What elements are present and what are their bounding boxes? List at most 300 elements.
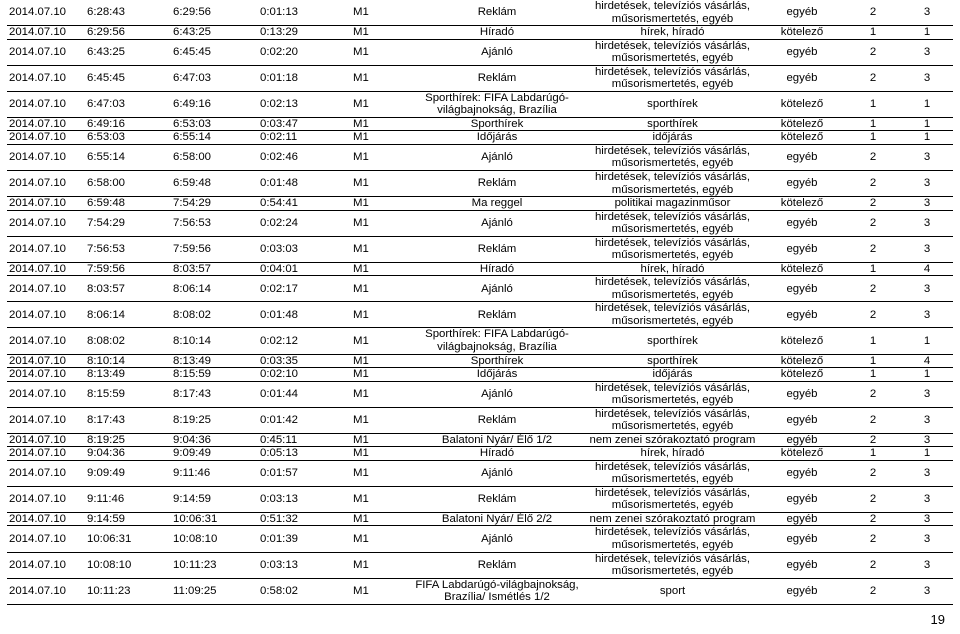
- genre-cell: időjárás: [652, 368, 693, 381]
- code-b-cell: 3: [923, 197, 931, 210]
- genre-cell: hirdetések, televíziós vásárlás, műsorismertetés, egyéb: [594, 171, 751, 196]
- end-time-cell: 7:54:29: [173, 197, 212, 210]
- table-row: [7, 197, 953, 211]
- end-time-cell: 11:09:25: [173, 584, 217, 597]
- code-a-cell: 2: [869, 584, 877, 597]
- end-time-cell: 9:11:46: [173, 467, 211, 480]
- channel-cell: M1: [353, 308, 369, 321]
- code-a-cell: 1: [869, 262, 877, 275]
- channel-cell: M1: [353, 413, 369, 426]
- channel-cell: M1: [353, 584, 369, 597]
- genre-cell: hirdetések, televíziós vásárlás, műsorismertetés, egyéb: [594, 65, 751, 91]
- date-cell: 2014.07.10: [9, 177, 67, 190]
- start-time-cell: 7:56:53: [87, 242, 126, 255]
- duration-cell: 0:02:46: [260, 151, 299, 164]
- code-b-cell: 3: [923, 216, 931, 229]
- table-row: [7, 368, 953, 382]
- end-time-cell: 9:09:49: [173, 447, 212, 460]
- program-title-cell: Sporthírek: FIFA Labdarúgó-világbajnokság, Brazília: [425, 91, 569, 117]
- date-cell: 2014.07.10: [9, 151, 67, 164]
- code-a-cell: 1: [869, 131, 877, 144]
- genre-cell: sporthírek: [647, 98, 698, 111]
- end-time-cell: 9:04:36: [173, 433, 212, 446]
- end-time-cell: 8:13:49: [173, 354, 212, 367]
- code-b-cell: 3: [923, 584, 931, 597]
- end-time-cell: 10:06:31: [173, 512, 218, 525]
- program-title-cell: Reklám: [477, 308, 517, 321]
- program-title-cell: Időjárás: [476, 368, 518, 381]
- start-time-cell: 8:08:02: [87, 334, 126, 347]
- category-cell: egyéb: [786, 413, 818, 426]
- code-b-cell: 3: [923, 242, 931, 255]
- duration-cell: 0:02:17: [260, 282, 299, 295]
- program-title-cell: Reklám: [477, 71, 517, 84]
- date-cell: 2014.07.10: [9, 216, 67, 229]
- date-cell: 2014.07.10: [9, 98, 67, 111]
- program-title-cell: Ajánló: [481, 467, 513, 480]
- table-row: [7, 236, 953, 262]
- date-cell: 2014.07.10: [9, 334, 67, 347]
- channel-cell: M1: [353, 493, 369, 506]
- code-a-cell: 1: [869, 98, 877, 111]
- category-cell: kötelező: [780, 131, 824, 144]
- start-time-cell: 9:14:59: [87, 512, 126, 525]
- start-time-cell: 6:45:45: [87, 71, 126, 84]
- duration-cell: 0:13:29: [260, 26, 299, 39]
- code-b-cell: 3: [923, 308, 931, 321]
- date-cell: 2014.07.10: [9, 308, 67, 321]
- table-row: [7, 526, 953, 552]
- code-a-cell: 2: [869, 433, 877, 446]
- code-b-cell: 1: [923, 26, 931, 39]
- program-title-cell: FIFA Labdarúgó-világbajnokság, Brazília/ Ismétlés 1/2: [415, 578, 579, 604]
- table-row: [7, 354, 953, 368]
- code-b-cell: 3: [923, 433, 931, 446]
- code-b-cell: 3: [923, 512, 931, 525]
- date-cell: 2014.07.10: [9, 413, 67, 426]
- duration-cell: 0:02:13: [260, 98, 299, 111]
- code-b-cell: 3: [923, 177, 931, 190]
- date-cell: 2014.07.10: [9, 433, 67, 446]
- genre-cell: hírek, híradó: [640, 26, 705, 39]
- channel-cell: M1: [353, 197, 369, 210]
- code-b-cell: 1: [923, 131, 931, 144]
- code-b-cell: 1: [923, 98, 931, 111]
- category-cell: egyéb: [786, 45, 818, 58]
- category-cell: kötelező: [780, 197, 824, 210]
- channel-cell: M1: [353, 117, 369, 130]
- table-row: [7, 131, 953, 145]
- date-cell: 2014.07.10: [9, 387, 67, 400]
- page-number: 19: [930, 612, 945, 627]
- program-title-cell: Időjárás: [476, 131, 518, 144]
- broadcast-log-table: [7, 0, 953, 605]
- category-cell: egyéb: [786, 282, 818, 295]
- start-time-cell: 6:29:56: [87, 26, 126, 39]
- code-a-cell: 2: [869, 151, 877, 164]
- program-title-cell: Sporthírek: [470, 117, 524, 130]
- code-a-cell: 1: [869, 354, 877, 367]
- code-a-cell: 1: [869, 368, 877, 381]
- code-b-cell: 3: [923, 493, 931, 506]
- end-time-cell: 8:06:14: [173, 282, 212, 295]
- code-b-cell: 1: [923, 334, 931, 347]
- code-b-cell: 3: [923, 558, 931, 571]
- channel-cell: M1: [353, 26, 369, 39]
- table-row: [7, 262, 953, 276]
- program-title-cell: Ajánló: [481, 45, 513, 58]
- genre-cell: nem zenei szórakoztató program: [589, 512, 756, 525]
- code-b-cell: 3: [923, 532, 931, 545]
- code-a-cell: 2: [869, 282, 877, 295]
- date-cell: 2014.07.10: [9, 368, 67, 381]
- date-cell: 2014.07.10: [9, 45, 67, 58]
- duration-cell: 0:02:10: [260, 368, 299, 381]
- channel-cell: M1: [353, 282, 369, 295]
- genre-cell: nem zenei szórakoztató program: [589, 433, 756, 446]
- table-row: [7, 170, 953, 196]
- date-cell: 2014.07.10: [9, 493, 67, 506]
- duration-cell: 0:01:48: [260, 308, 299, 321]
- duration-cell: 0:04:01: [260, 262, 299, 275]
- start-time-cell: 8:17:43: [87, 413, 126, 426]
- table-row: [7, 447, 953, 461]
- code-a-cell: 2: [869, 558, 877, 571]
- code-a-cell: 2: [869, 308, 877, 321]
- end-time-cell: 6:45:45: [173, 45, 212, 58]
- code-a-cell: 2: [869, 6, 877, 19]
- table-row: [7, 302, 953, 328]
- duration-cell: 0:01:48: [260, 177, 299, 190]
- program-title-cell: Sporthírek: [470, 354, 524, 367]
- start-time-cell: 7:59:56: [87, 262, 126, 275]
- date-cell: 2014.07.10: [9, 447, 67, 460]
- category-cell: kötelező: [780, 447, 824, 460]
- program-title-cell: Reklám: [477, 242, 517, 255]
- date-cell: 2014.07.10: [9, 26, 67, 39]
- category-cell: kötelező: [780, 98, 824, 111]
- duration-cell: 0:02:24: [260, 216, 299, 229]
- category-cell: egyéb: [786, 493, 818, 506]
- duration-cell: 0:01:44: [260, 387, 299, 400]
- date-cell: 2014.07.10: [9, 512, 67, 525]
- duration-cell: 0:05:13: [260, 447, 299, 460]
- genre-cell: sporthírek: [647, 354, 698, 367]
- category-cell: egyéb: [786, 558, 818, 571]
- code-a-cell: 2: [869, 413, 877, 426]
- start-time-cell: 8:10:14: [87, 354, 126, 367]
- start-time-cell: 6:49:16: [87, 117, 126, 130]
- code-a-cell: 1: [869, 26, 877, 39]
- start-time-cell: 6:58:00: [87, 177, 126, 190]
- end-time-cell: 8:08:02: [173, 308, 212, 321]
- genre-cell: hírek, híradó: [640, 262, 705, 275]
- category-cell: egyéb: [786, 71, 818, 84]
- category-cell: egyéb: [786, 308, 818, 321]
- duration-cell: 0:03:47: [260, 117, 299, 130]
- program-title-cell: Ajánló: [481, 532, 513, 545]
- end-time-cell: 6:53:03: [173, 117, 212, 130]
- table-row: [7, 210, 953, 236]
- end-time-cell: 6:49:16: [173, 98, 212, 111]
- start-time-cell: 8:06:14: [87, 308, 126, 321]
- genre-cell: hirdetések, televíziós vásárlás, műsorismertetés, egyéb: [594, 144, 751, 170]
- table-row: [7, 0, 953, 26]
- end-time-cell: 8:17:43: [173, 387, 212, 400]
- start-time-cell: 6:43:25: [87, 45, 126, 58]
- program-title-cell: Balatoni Nyár/ Élő 1/2: [441, 433, 553, 446]
- duration-cell: 0:03:35: [260, 354, 299, 367]
- code-a-cell: 2: [869, 45, 877, 58]
- duration-cell: 0:51:32: [260, 512, 299, 525]
- duration-cell: 0:02:11: [260, 131, 298, 144]
- code-a-cell: 1: [869, 117, 877, 130]
- program-title-cell: Ajánló: [481, 216, 513, 229]
- category-cell: kötelező: [780, 262, 824, 275]
- start-time-cell: 6:55:14: [87, 151, 126, 164]
- date-cell: 2014.07.10: [9, 558, 67, 571]
- category-cell: kötelező: [780, 26, 824, 39]
- start-time-cell: 10:11:23: [87, 584, 131, 597]
- channel-cell: M1: [353, 131, 369, 144]
- code-a-cell: 1: [869, 334, 877, 347]
- duration-cell: 0:02:20: [260, 45, 299, 58]
- program-title-cell: Sporthírek: FIFA Labdarúgó-világbajnokság, Brazília: [425, 328, 569, 353]
- table-row: [7, 460, 953, 486]
- start-time-cell: 6:53:03: [87, 131, 126, 144]
- end-time-cell: 7:56:53: [173, 216, 212, 229]
- end-time-cell: 7:59:56: [173, 242, 212, 255]
- program-title-cell: Ajánló: [481, 151, 513, 164]
- date-cell: 2014.07.10: [9, 584, 67, 597]
- category-cell: egyéb: [786, 151, 818, 164]
- channel-cell: M1: [353, 433, 369, 446]
- duration-cell: 0:03:13: [260, 493, 299, 506]
- end-time-cell: 8:15:59: [173, 368, 212, 381]
- table-row: [7, 117, 953, 131]
- code-b-cell: 3: [923, 387, 931, 400]
- channel-cell: M1: [353, 368, 369, 381]
- category-cell: egyéb: [786, 512, 818, 525]
- table-row: [7, 407, 953, 433]
- channel-cell: M1: [353, 467, 369, 480]
- channel-cell: M1: [353, 216, 369, 229]
- category-cell: egyéb: [786, 216, 818, 229]
- duration-cell: 0:03:03: [260, 242, 299, 255]
- genre-cell: sport: [659, 584, 686, 597]
- category-cell: egyéb: [786, 387, 818, 400]
- duration-cell: 0:02:12: [260, 334, 299, 347]
- program-title-cell: Ma reggel: [471, 197, 523, 210]
- table-row: [7, 328, 953, 354]
- program-title-cell: Híradó: [479, 26, 515, 39]
- category-cell: egyéb: [786, 6, 818, 19]
- end-time-cell: 9:14:59: [173, 493, 212, 506]
- end-time-cell: 10:11:23: [173, 558, 217, 571]
- table-row: [7, 578, 953, 604]
- end-time-cell: 6:59:48: [173, 177, 212, 190]
- duration-cell: 0:03:13: [260, 558, 299, 571]
- category-cell: kötelező: [780, 354, 824, 367]
- category-cell: egyéb: [786, 532, 818, 545]
- category-cell: egyéb: [786, 242, 818, 255]
- genre-cell: hirdetések, televíziós vásárlás, műsorismertetés, egyéb: [594, 236, 751, 262]
- duration-cell: 0:01:18: [260, 71, 299, 84]
- end-time-cell: 6:55:14: [173, 131, 212, 144]
- date-cell: 2014.07.10: [9, 117, 67, 130]
- genre-cell: sporthírek: [647, 334, 698, 347]
- duration-cell: 0:01:39: [260, 532, 299, 545]
- category-cell: egyéb: [786, 177, 818, 190]
- code-b-cell: 3: [923, 71, 931, 84]
- genre-cell: hirdetések, televíziós vásárlás, műsorismertetés, egyéb: [594, 486, 751, 512]
- code-b-cell: 1: [923, 447, 931, 460]
- table-row: [7, 91, 953, 117]
- channel-cell: M1: [353, 558, 369, 571]
- start-time-cell: 6:47:03: [87, 98, 126, 111]
- table-row: [7, 39, 953, 65]
- table-row: [7, 486, 953, 512]
- duration-cell: 0:01:42: [260, 413, 299, 426]
- start-time-cell: 8:13:49: [87, 368, 126, 381]
- end-time-cell: 6:47:03: [173, 71, 212, 84]
- code-b-cell: 3: [923, 6, 931, 19]
- channel-cell: M1: [353, 447, 369, 460]
- program-title-cell: Híradó: [479, 262, 515, 275]
- category-cell: kötelező: [780, 368, 824, 381]
- channel-cell: M1: [353, 387, 369, 400]
- date-cell: 2014.07.10: [9, 282, 67, 295]
- code-b-cell: 3: [923, 151, 931, 164]
- category-cell: egyéb: [786, 467, 818, 480]
- date-cell: 2014.07.10: [9, 6, 67, 19]
- code-b-cell: 1: [923, 368, 931, 381]
- code-b-cell: 3: [923, 45, 931, 58]
- duration-cell: 0:01:57: [260, 467, 299, 480]
- genre-cell: hirdetések, televíziós vásárlás, műsorismertetés, egyéb: [594, 0, 751, 25]
- genre-cell: hirdetések, televíziós vásárlás, műsorismertetés, egyéb: [594, 552, 751, 578]
- end-time-cell: 8:19:25: [173, 413, 212, 426]
- code-a-cell: 2: [869, 387, 877, 400]
- code-b-cell: 3: [923, 282, 931, 295]
- start-time-cell: 6:59:48: [87, 197, 126, 210]
- date-cell: 2014.07.10: [9, 197, 67, 210]
- start-time-cell: 10:06:31: [87, 532, 132, 545]
- program-title-cell: Balatoni Nyár/ Élő 2/2: [441, 512, 553, 525]
- end-time-cell: 6:58:00: [173, 151, 212, 164]
- genre-cell: hirdetések, televíziós vásárlás, műsorismertetés, egyéb: [594, 381, 751, 407]
- code-b-cell: 1: [923, 117, 931, 130]
- genre-cell: sporthírek: [647, 117, 698, 130]
- table-row: [7, 26, 953, 40]
- code-b-cell: 4: [923, 262, 931, 275]
- code-a-cell: 1: [869, 447, 877, 460]
- duration-cell: 0:54:41: [260, 197, 299, 210]
- genre-cell: hirdetések, televíziós vásárlás, műsorismertetés, egyéb: [594, 276, 751, 301]
- start-time-cell: 6:28:43: [87, 6, 126, 19]
- end-time-cell: 8:10:14: [173, 334, 212, 347]
- date-cell: 2014.07.10: [9, 467, 67, 480]
- code-b-cell: 3: [923, 413, 931, 426]
- start-time-cell: 9:11:46: [87, 493, 125, 506]
- code-b-cell: 3: [923, 467, 931, 480]
- program-title-cell: Reklám: [477, 558, 517, 571]
- code-a-cell: 2: [869, 512, 877, 525]
- genre-cell: politikai magazinműsor: [614, 197, 731, 210]
- end-time-cell: 6:29:56: [173, 6, 212, 19]
- channel-cell: M1: [353, 71, 369, 84]
- channel-cell: M1: [353, 334, 369, 347]
- genre-cell: hirdetések, televíziós vásárlás, műsorismertetés, egyéb: [594, 526, 751, 551]
- date-cell: 2014.07.10: [9, 262, 67, 275]
- channel-cell: M1: [353, 354, 369, 367]
- genre-cell: hirdetések, televíziós vásárlás, műsorismertetés, egyéb: [594, 407, 751, 433]
- code-a-cell: 2: [869, 197, 877, 210]
- program-title-cell: Reklám: [477, 177, 517, 190]
- code-a-cell: 2: [869, 532, 877, 545]
- program-title-cell: Ajánló: [481, 387, 513, 400]
- code-a-cell: 2: [869, 242, 877, 255]
- program-title-cell: Reklám: [477, 493, 517, 506]
- table-row: [7, 433, 953, 447]
- start-time-cell: 9:04:36: [87, 447, 126, 460]
- program-title-cell: Reklám: [477, 413, 517, 426]
- category-cell: kötelező: [780, 334, 824, 347]
- date-cell: 2014.07.10: [9, 71, 67, 84]
- genre-cell: hirdetések, televíziós vásárlás, műsorismertetés, egyéb: [594, 39, 751, 65]
- genre-cell: időjárás: [652, 131, 693, 144]
- category-cell: egyéb: [786, 584, 818, 597]
- program-title-cell: Reklám: [477, 6, 517, 19]
- code-a-cell: 2: [869, 71, 877, 84]
- genre-cell: hirdetések, televíziós vásárlás, műsorismertetés, egyéb: [594, 302, 751, 327]
- category-cell: kötelező: [780, 117, 824, 130]
- date-cell: 2014.07.10: [9, 532, 67, 545]
- start-time-cell: 7:54:29: [87, 216, 126, 229]
- end-time-cell: 6:43:25: [173, 26, 212, 39]
- channel-cell: M1: [353, 98, 369, 111]
- end-time-cell: 10:08:10: [173, 532, 218, 545]
- end-time-cell: 8:03:57: [173, 262, 212, 275]
- table-row: [7, 65, 953, 91]
- start-time-cell: 8:03:57: [87, 282, 126, 295]
- table-row: [7, 512, 953, 526]
- channel-cell: M1: [353, 262, 369, 275]
- duration-cell: 0:01:13: [260, 6, 299, 19]
- table-row: [7, 381, 953, 407]
- channel-cell: M1: [353, 45, 369, 58]
- date-cell: 2014.07.10: [9, 354, 67, 367]
- table-row: [7, 552, 953, 578]
- program-title-cell: Ajánló: [481, 282, 513, 295]
- table-row: [7, 144, 953, 170]
- genre-cell: hirdetések, televíziós vásárlás, műsorismertetés, egyéb: [594, 210, 751, 236]
- start-time-cell: 8:15:59: [87, 387, 126, 400]
- code-a-cell: 2: [869, 216, 877, 229]
- channel-cell: M1: [353, 6, 369, 19]
- code-a-cell: 2: [869, 493, 877, 506]
- duration-cell: 0:58:02: [260, 584, 299, 597]
- program-title-cell: Híradó: [479, 447, 515, 460]
- code-a-cell: 2: [869, 467, 877, 480]
- channel-cell: M1: [353, 151, 369, 164]
- date-cell: 2014.07.10: [9, 131, 67, 144]
- date-cell: 2014.07.10: [9, 242, 67, 255]
- genre-cell: hirdetések, televíziós vásárlás, műsorismertetés, egyéb: [594, 460, 751, 486]
- category-cell: egyéb: [786, 433, 818, 446]
- start-time-cell: 8:19:25: [87, 433, 126, 446]
- channel-cell: M1: [353, 242, 369, 255]
